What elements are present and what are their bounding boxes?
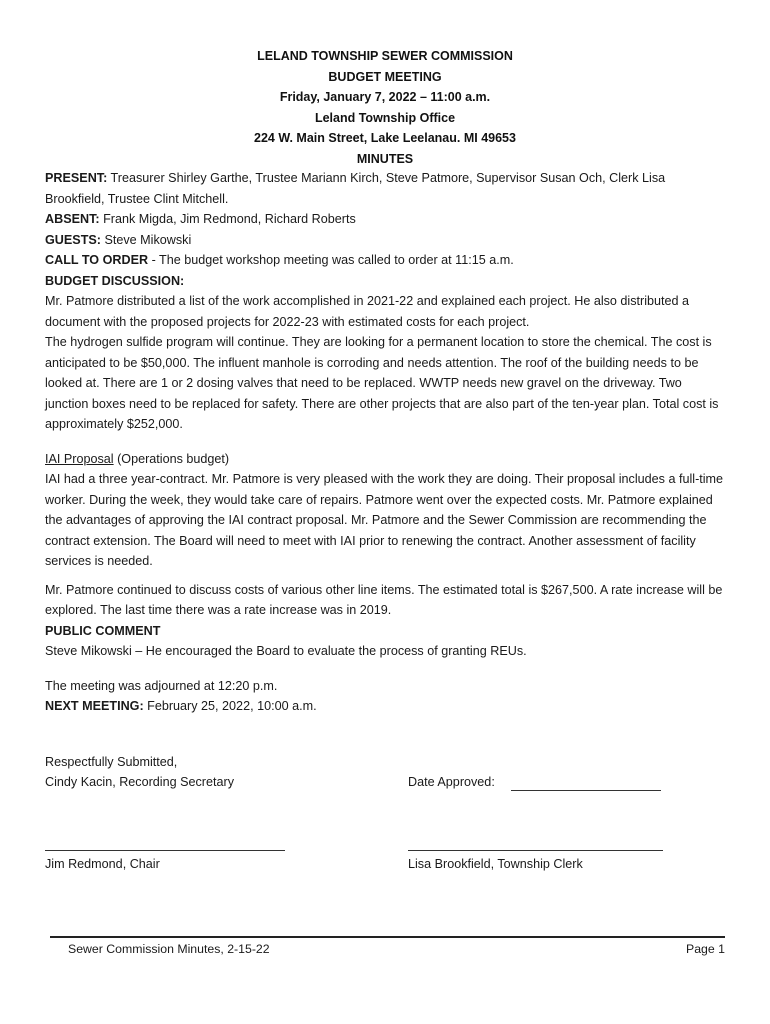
header-line-date: Friday, January 7, 2022 – 11:00 a.m. bbox=[279, 90, 491, 104]
spacer bbox=[45, 662, 725, 676]
clerk-signature-line bbox=[408, 850, 663, 851]
budget-discussion-heading: BUDGET DISCUSSION: bbox=[45, 273, 185, 288]
public-comment-heading: PUBLIC COMMENT bbox=[45, 623, 161, 638]
next-meeting-paragraph bbox=[45, 696, 725, 717]
header-line-minutes: MINUTES bbox=[356, 151, 414, 166]
footer-divider bbox=[50, 936, 725, 938]
respectfully-submitted: Respectfully Submitted, bbox=[45, 755, 178, 769]
present-paragraph bbox=[45, 168, 725, 209]
absent-label: ABSENT: bbox=[45, 212, 100, 226]
guests-label: GUESTS: bbox=[45, 232, 101, 247]
public-comment-text: Steve Mikowski – He encouraged the Board to evaluate the process of granting REUs. bbox=[45, 644, 527, 658]
date-approved-line bbox=[511, 790, 661, 791]
iai-paragraph: IAI had a three year-contract. Mr. Patmore is very pleased with the work they are doing. Their proposal includes a full-time worker. During the week, they would take care of repairs. Patmore went over the expected costs. Mr. Patmore explained the advantages of approving the IAI contract proposal. Mr. Patmore and the Sewer Commission are recommending the contract extension. The Board will need to meet with IAI prior to renewing the contract. Another assessment of facility services is needed. bbox=[45, 472, 724, 568]
date-approved-label: Date Approved: bbox=[408, 775, 495, 789]
guests-paragraph bbox=[45, 230, 725, 251]
page-number: Page 1 bbox=[686, 942, 725, 956]
clerk-name: Lisa Brookfield, Township Clerk bbox=[408, 857, 583, 871]
absent-text: Frank Migda, Jim Redmond, Richard Roberts bbox=[99, 212, 356, 226]
call-to-order-text: - The budget workshop meeting was called to order at 11:15 a.m. bbox=[148, 253, 514, 267]
iai-subtitle: (Operations budget) bbox=[113, 451, 230, 466]
chair-signature-line bbox=[45, 850, 285, 851]
guests-text: Steve Mikowski bbox=[100, 232, 192, 247]
present-text: Treasurer Shirley Garthe, Trustee Mariann Kirch, Steve Patmore, Supervisor Susan Och, Clerk Lisa Brookfield, Trustee Clint Mitchell. bbox=[45, 171, 666, 206]
next-meeting-text: February 25, 2022, 10:00 a.m. bbox=[143, 699, 317, 713]
costs-paragraph: Mr. Patmore continued to discuss costs of various other line items. The estimated total is $267,500. A rate increase will be explored. The last time there was a rate increase was in 2019. bbox=[45, 582, 723, 617]
next-meeting-label: NEXT MEETING: bbox=[45, 699, 144, 713]
recording-secretary: Cindy Kacin, Recording Secretary bbox=[45, 775, 234, 789]
header-line-address: 224 W. Main Street, Lake Leelanau. MI 49653 bbox=[254, 131, 516, 145]
chair-name: Jim Redmond, Chair bbox=[45, 857, 160, 871]
budget-discussion-paragraph-1: Mr. Patmore distributed a list of the work accomplished in 2021-22 and explained each project. He also distributed a document with the proposed projects for 2022-23 with estimated costs for each project. bbox=[45, 294, 690, 329]
header-line-office: Leland Township Office bbox=[314, 110, 456, 125]
call-to-order-label: CALL TO ORDER bbox=[45, 253, 149, 267]
minutes-body bbox=[45, 168, 725, 717]
document-header bbox=[0, 46, 770, 169]
spacer bbox=[45, 572, 725, 580]
present-label: PRESENT: bbox=[45, 171, 108, 185]
budget-discussion-paragraph-2: The hydrogen sulfide program will continue. They are looking for a permanent location to store the chemical. The cost is anticipated to be $50,000. The influent manhole is corroding and needs attention. The roof of the building needs to be looked at. There are 1 or 2 dosing valves that need to be replaced. WWTP needs new gravel on the driveway. Two junction boxes need to be replaced for safety. There are other projects that are also part of the ten-year plan. Total cost is approximately $252,000. bbox=[45, 335, 719, 431]
iai-heading bbox=[45, 449, 725, 470]
call-to-order-paragraph bbox=[45, 250, 725, 271]
header-line-meeting-type: BUDGET MEETING bbox=[328, 69, 442, 84]
iai-title: IAI Proposal bbox=[45, 451, 114, 466]
footer-document-title: Sewer Commission Minutes, 2-15-22 bbox=[68, 942, 270, 956]
header-line-commission: LELAND TOWNSHIP SEWER COMMISSION bbox=[257, 49, 513, 63]
spacer bbox=[45, 435, 725, 449]
adjourned-text: The meeting was adjourned at 12:20 p.m. bbox=[45, 678, 278, 693]
absent-paragraph bbox=[45, 209, 725, 230]
